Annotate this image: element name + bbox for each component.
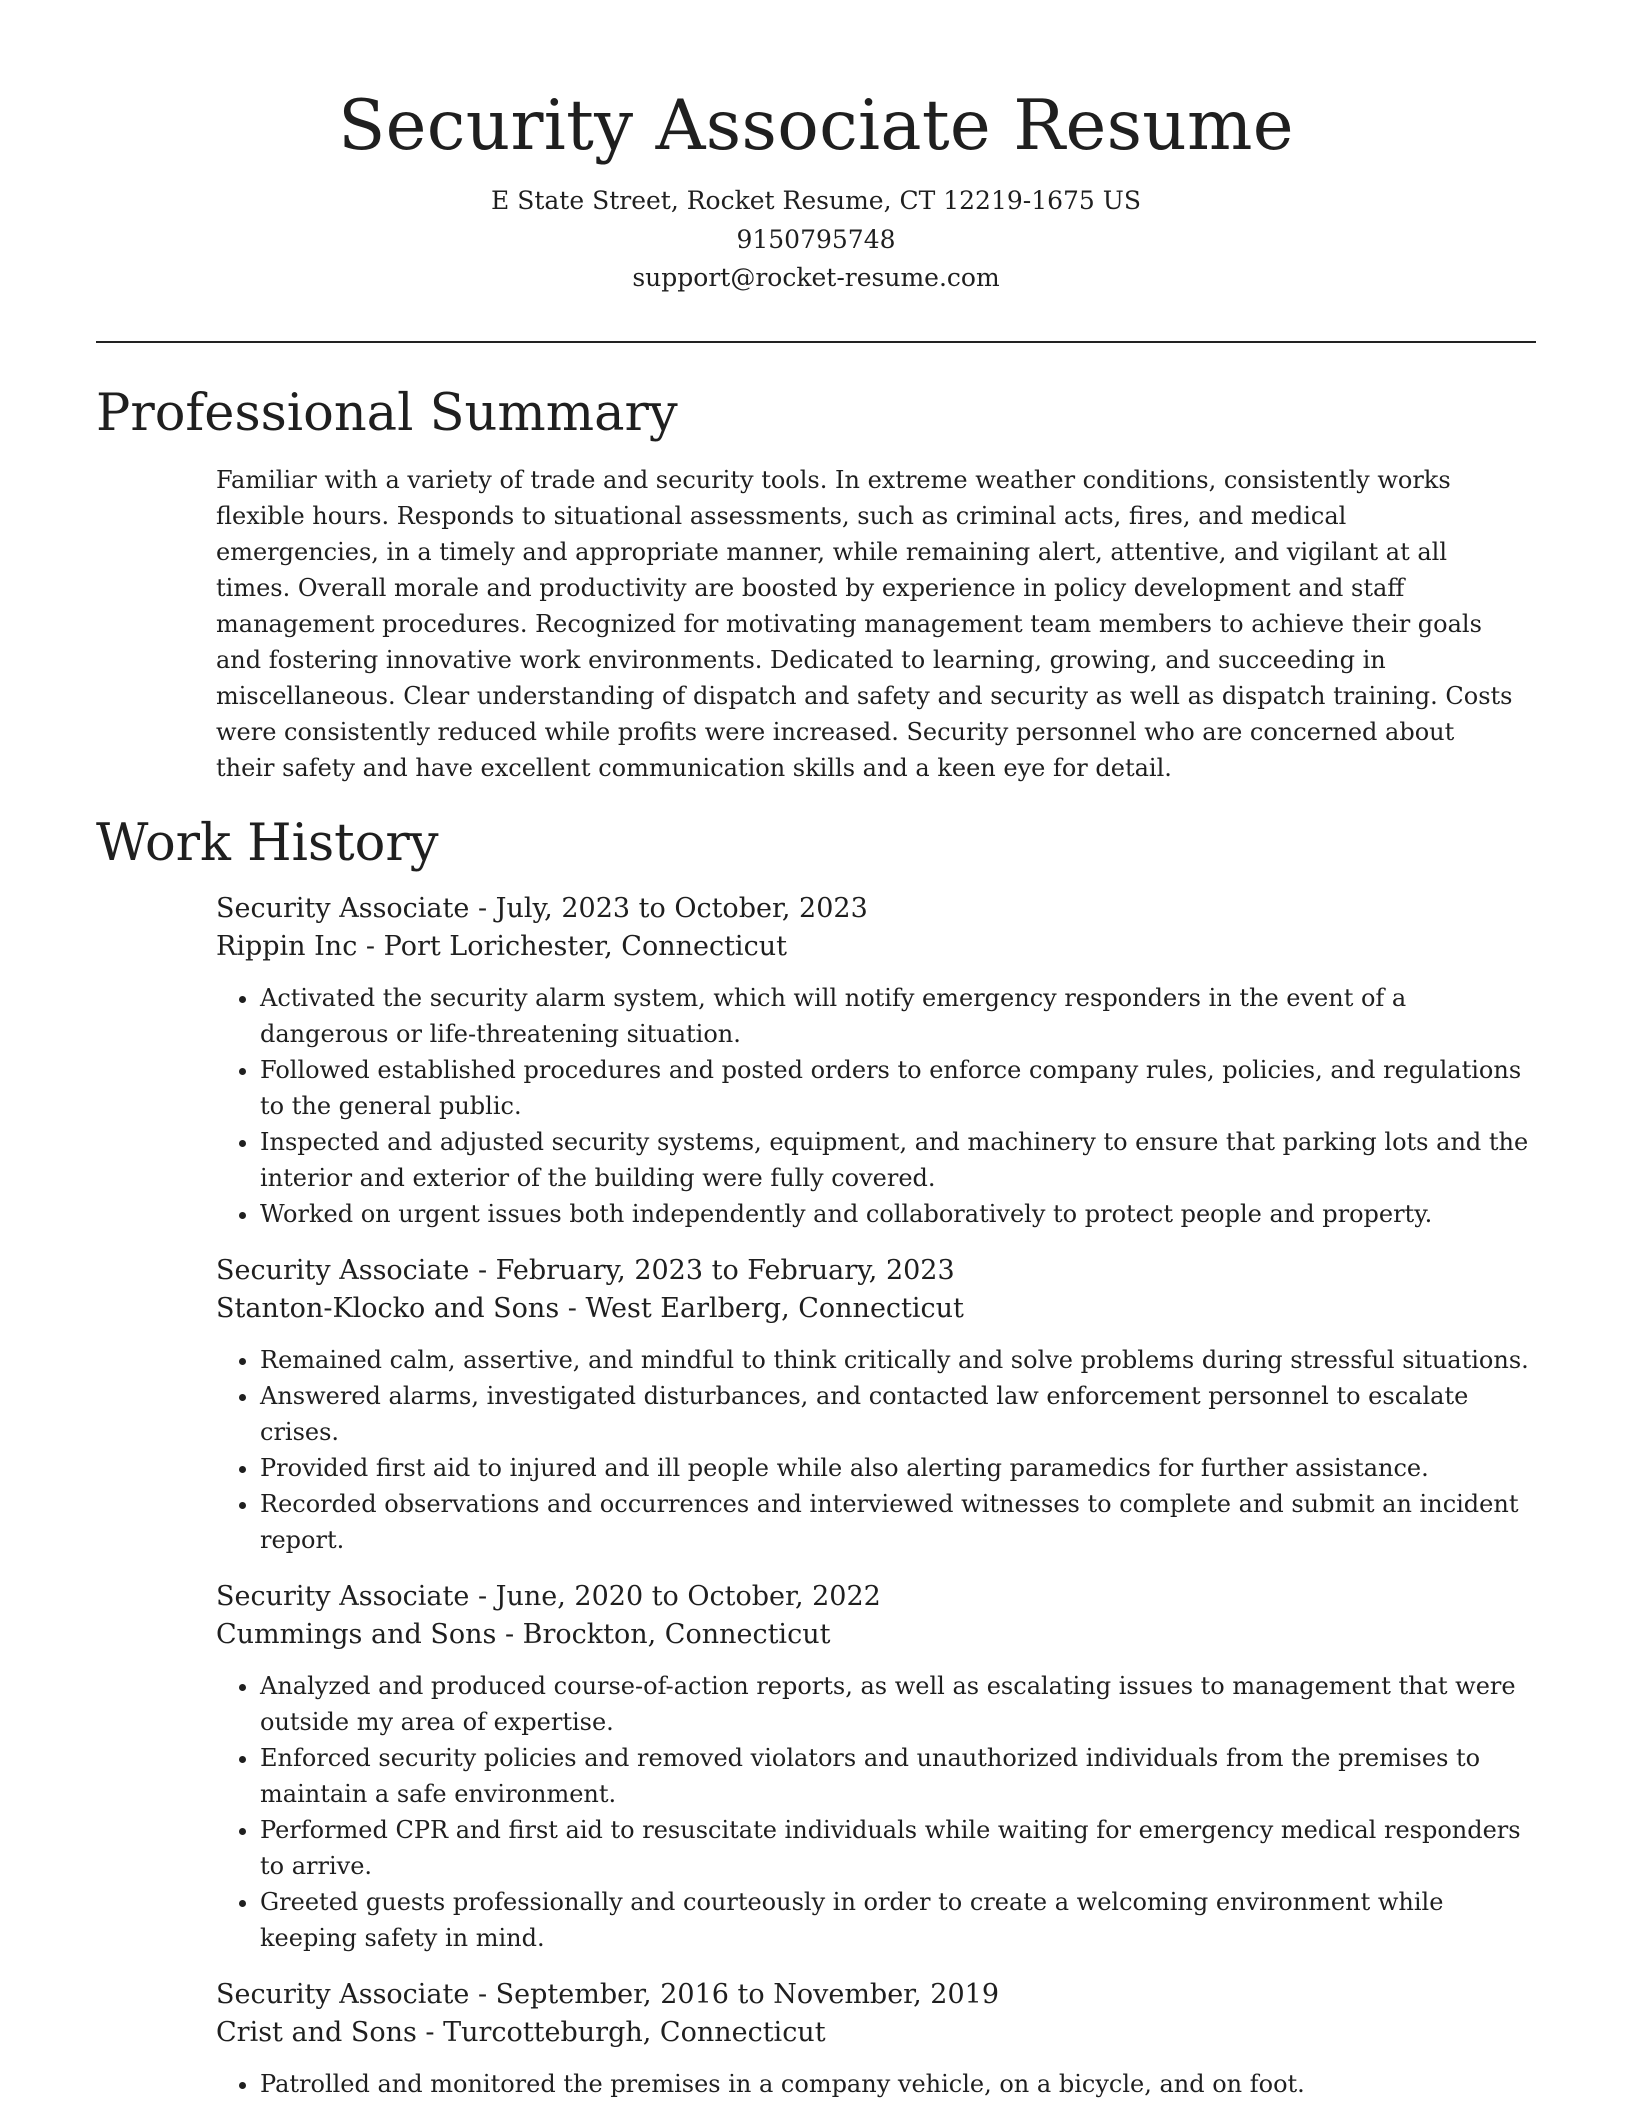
job-title: Security Associate: [216, 893, 470, 924]
job-bullets: [216, 980, 1536, 1232]
job-entry: [216, 1252, 1536, 1558]
job-bullet: • Provided first aid to injured and ill people while also alerting paramedics for further assistance.: [260, 1450, 1536, 1486]
work-history-heading: Work History: [96, 814, 439, 873]
job-title-line: [216, 890, 1536, 928]
job-company: Crist and Sons: [216, 2017, 417, 2048]
job-bullet: • Activated the security alarm system, which will notify emergency responders in the event of a dangerous or life-threatening situation.: [260, 980, 1536, 1052]
job-dates: - February, 2023 to February, 2023: [469, 1255, 955, 1286]
job-company-line: [216, 2014, 1536, 2052]
job-entry: [216, 890, 1536, 1232]
job-bullet: • Performed CPR and first aid to resuscitate individuals while waiting for emergency medical responders to arrive.: [260, 1812, 1536, 1884]
resume-title: Security Associate Resume: [338, 86, 1294, 166]
job-company-line: [216, 928, 1536, 966]
job-company: Stanton-Klocko and Sons: [216, 1293, 560, 1324]
job-dates: - June, 2020 to October, 2022: [469, 1581, 881, 1612]
job-company: Cummings and Sons: [216, 1619, 497, 1650]
job-bullets: [216, 1342, 1536, 1558]
job-bullet: • Remained calm, assertive, and mindful to think critically and solve problems during stressful situations.: [260, 1342, 1536, 1378]
job-bullets: [216, 1668, 1536, 1956]
job-dates: - July, 2023 to October, 2023: [469, 893, 868, 924]
header-divider: [96, 341, 1536, 343]
job-company: Rippin Inc: [216, 931, 358, 962]
job-location: - West Earlberg, Connecticut: [559, 1293, 964, 1324]
job-entry: [216, 1976, 1536, 2102]
contact-info: [96, 182, 1536, 298]
job-bullets: [216, 2066, 1536, 2102]
job-title: Security Associate: [216, 1581, 470, 1612]
contact-address: E State Street, Rocket Resume, CT 12219-1675 US: [491, 186, 1141, 215]
job-bullet: • Recorded observations and occurrences and interviewed witnesses to complete and submit an incident report.: [260, 1486, 1536, 1558]
job-company-line: [216, 1616, 1536, 1654]
job-title-line: [216, 1976, 1536, 2014]
contact-email: support@rocket-resume.com: [632, 263, 1000, 292]
job-bullet: • Answered alarms, investigated disturbances, and contacted law enforcement personnel to escalate crises.: [260, 1378, 1536, 1450]
job-location: - Turcotteburgh, Connecticut: [416, 2017, 826, 2048]
contact-phone: 9150795748: [736, 224, 896, 254]
job-location: - Port Lorichester, Connecticut: [357, 931, 787, 962]
job-title-line: [216, 1578, 1536, 1616]
summary-heading: Professional Summary: [96, 384, 678, 443]
job-bullet: • Analyzed and produced course-of-action reports, as well as escalating issues to management that were outside my area of expertise.: [260, 1668, 1536, 1740]
job-bullet: • Inspected and adjusted security systems, equipment, and machinery to ensure that parking lots and the interior and exterior of the building were fully covered.: [260, 1124, 1536, 1196]
work-history-list: [216, 890, 1536, 2122]
job-title-line: [216, 1252, 1536, 1290]
job-bullet: • Patrolled and monitored the premises in a company vehicle, on a bicycle, and on foot.: [260, 2066, 1536, 2102]
job-bullet: • Followed established procedures and posted orders to enforce company rules, policies, and regulations to the general public.: [260, 1052, 1536, 1124]
job-location: - Brockton, Connecticut: [496, 1619, 831, 1650]
job-dates: - September, 2016 to November, 2019: [469, 1979, 999, 2010]
job-bullet: • Greeted guests professionally and courteously in order to create a welcoming environment while keeping safety in mind.: [260, 1884, 1536, 1956]
job-title: Security Associate: [216, 1255, 470, 1286]
job-title: Security Associate: [216, 1979, 470, 2010]
resume-header: [96, 82, 1536, 298]
job-bullet: • Enforced security policies and removed violators and unauthorized individuals from the premises to maintain a safe environment.: [260, 1740, 1536, 1812]
job-company-line: [216, 1290, 1536, 1328]
summary-text: Familiar with a variety of trade and security tools. In extreme weather conditions, consistently works flexible hours. Responds to situational assessments, such as criminal acts, fires, and medical emergencies, in a timely and appropriate manner, while remaining alert, attentive, and vigilant at all times. Overall morale and productivity are boosted by experience in policy development and staff management procedures. Recognized for motivating management team members to achieve their goals and fostering innovative work environments. Dedicated to learning, growing, and succeeding in miscellaneous. Clear understanding of dispatch and safety and security as well as dispatch training. Costs were consistently reduced while profits were increased. Security personnel who are concerned about their safety and have excellent communication skills and a keen eye for detail.: [216, 466, 1513, 782]
job-entry: [216, 1578, 1536, 1956]
job-bullet: • Worked on urgent issues both independently and collaboratively to protect people and property.: [260, 1196, 1536, 1232]
